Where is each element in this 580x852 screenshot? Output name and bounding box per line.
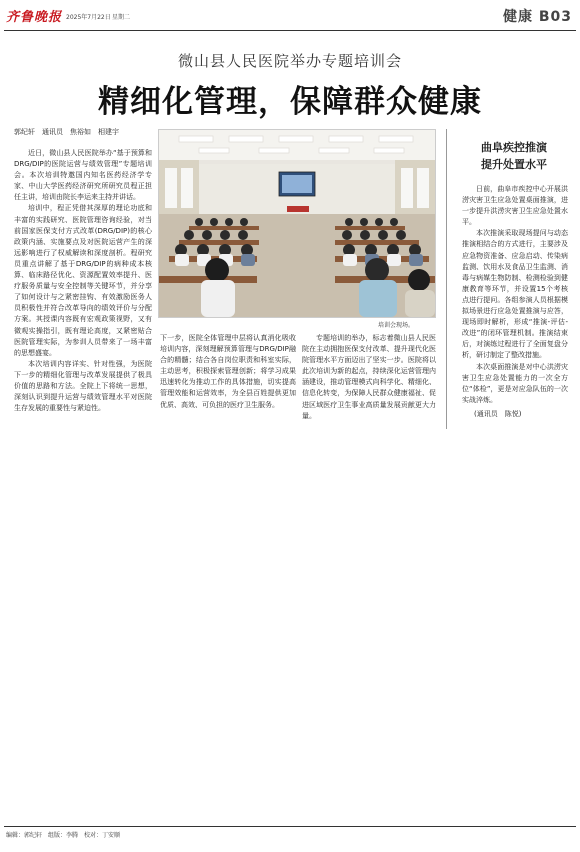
photo-caption: 培训会现场。 [378, 322, 415, 329]
paragraph: 培训中，程正凭借其深厚的理论功底和丰富的实践研究、医院管理咨询经验，对当前国家医保支付方式改革(DRG/DIP)的核心政策内涵、实施要点及对医院运营产生的深远影响进行了权威解读和深度剖析。程研究员重点讲解了基于DRG/DIP的病种成本核算、临床路径优化、资源配置效率提升、医疗服务质量与安全控制等关键环节，并分享了如何设计与之紧密挂钩、有效激励医务人员积极性并符合改革导向的绩效评价与分配方案。其授课内容既有宏观政策视野，又有微观实操指引，既有理论高度，又紧密贴合医院管理实际，为参训人员带来了一场丰富的思想盛宴。 [14, 204, 152, 357]
section-label: 健康 B03 [502, 9, 572, 25]
footer-rule [4, 826, 576, 827]
article-subtitle: 微山县人民医院举办专题培训会 [177, 52, 402, 70]
article-byline: 郭纪轩 通讯员 焦裕如 相建宇 [14, 128, 119, 136]
paragraph: 本次培训内容详实、针对性强，为医院下一步的精细化管理与改革发展提供了极具价值的思路和方法。全院上下将统一思想，深刻认识到提升运营与绩效管理水平对医院生存发展的重要性与紧迫性。 [14, 359, 152, 413]
header-rule [4, 30, 576, 31]
paragraph: 本次桌面推演是对中心洪涝灾害卫生应急处置能力的一次全方位“体检”，更是对应急队伍的一次实战淬炼。 [462, 362, 568, 404]
article-headline: 精细化管理，保障群众健康 [98, 84, 482, 120]
page-footer: 编辑：郭纪轩 组版：李腾 校对：丁安顺 [6, 832, 121, 839]
paragraph: 专题培训的举办，标志着微山县人民医院在主动拥抱医保支付改革、提升现代化医院管理水平方面迈出了坚实一步。医院将以此次培训为新的起点，持续深化运营管理内涵建设，推动管理模式向科学化、精细化、信息化转变，为保障人民群众健康福祉、促进区域医疗卫生事业高质量发展贡献更大力量。 [302, 334, 436, 420]
paragraph: 下一步，医院全体管理中层将认真消化吸收培训内容，深刻理解预算管理与DRG/DIP融合的精髓；结合各自岗位职责和科室实际，主动思考，积极探索管理创新；将学习成果迅速转化为推动工作的具体措施，切实提高管理效能和运营效率，为全县百姓提供更加优质、高效、可负担的医疗卫生服务。 [160, 334, 296, 409]
issue-date: 2025年7月22日 [66, 14, 111, 21]
article-column-1 [14, 148, 152, 414]
training-photo [158, 129, 436, 318]
article-column-3 [302, 333, 436, 422]
sidebar-title-line-2: 提升处置水平 [481, 158, 547, 171]
sidebar-body [462, 184, 568, 406]
paragraph: 日前，曲阜市疾控中心开展洪涝灾害卫生应急处置桌面推演，进一步提升洪涝灾害卫生应急处置水平。 [462, 185, 568, 227]
paragraph: 近日，微山县人民医院举办“基于预算和DRG/DIP的医院运营与绩效管理”专题培训会。本次培训特邀国内知名医药经济学专家、中山大学医药经济研究所研究员程正担任主讲，培训由院长李运来主持并讲话。 [14, 149, 152, 202]
sidebar-credit: (通讯员 陈悦) [474, 410, 522, 418]
newspaper-logo: 齐鲁晚报 [6, 10, 63, 25]
paragraph: 本次推演采取现场提问与动态推演相结合的方式进行，主要涉及应急物资准备、应急启动、传染病监测、饮用水及食品卫生监测、消毒与病媒生物防制、检测检验到健康教育等环节，并设置15个考核点进行提问。各组参演人员根据模拟场景进行应急处置推演与应答，现场即时解析，形成“推演-评估-改进”的闭环管理机制。推演结束后，对演练过程进行了全面复盘分析，研讨制定了整改措施。 [462, 229, 568, 360]
sidebar-title-line-1: 曲阜疾控推演 [481, 141, 547, 154]
article-column-2 [160, 333, 296, 411]
sidebar-title [456, 139, 572, 173]
column-divider [446, 129, 447, 429]
issue-weekday: 星期二 [112, 14, 131, 21]
